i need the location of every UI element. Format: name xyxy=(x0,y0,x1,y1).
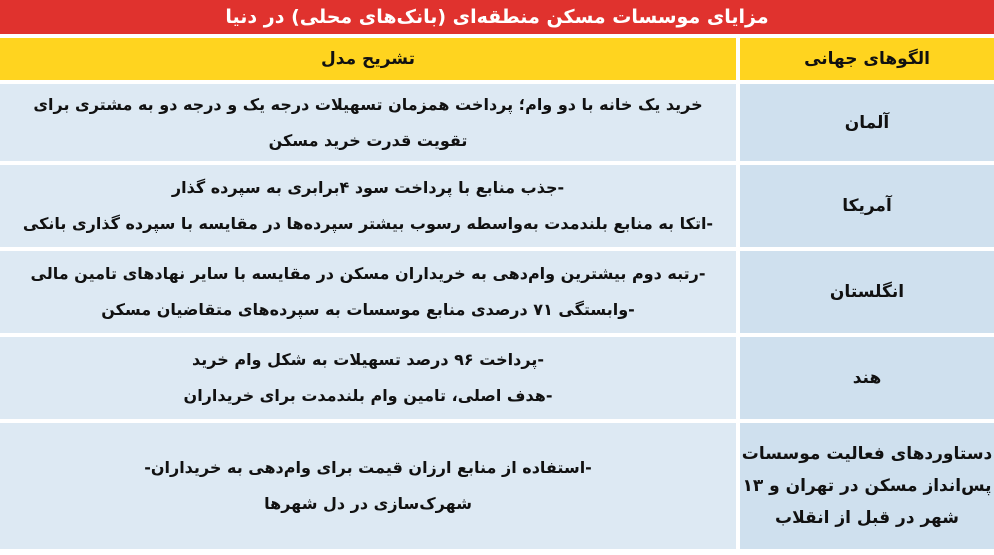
row-label-text: دستاوردهای فعالیت موسسات xyxy=(741,444,993,464)
desc-line: -رتبه دوم بیشترین وام‌دهی به خریداران مسکن در مقایسه با سایر نهادهای تامین مالی xyxy=(30,264,706,283)
row-desc-iran xyxy=(0,423,736,549)
row-label-text: آمریکا xyxy=(842,196,892,216)
row-desc-england xyxy=(0,251,736,333)
table-grid xyxy=(0,38,994,549)
row-label-iran xyxy=(740,423,994,549)
row-label-usa xyxy=(740,165,994,247)
desc-line: -پرداخت ۹۶ درصد تسهیلات به شکل وام خرید xyxy=(192,350,544,369)
table-title: مزایای موسسات مسکن منطقه‌ای (بانک‌های محلی) در دنیا xyxy=(0,0,994,34)
row-desc-germany xyxy=(0,84,736,161)
row-label-india xyxy=(740,337,994,419)
row-label-text: هند xyxy=(852,368,882,388)
row-label-germany xyxy=(740,84,994,161)
desc-line: -اتکا به منابع بلندمدت به‌واسطه رسوب بیشتر سپرده‌ها در مقایسه با سپرده گذاری بانکی xyxy=(22,214,714,233)
desc-line: -هدف اصلی، تامین وام بلندمدت برای خریداران xyxy=(183,386,553,405)
desc-line: شهرک‌سازی در دل شهرها xyxy=(264,494,472,513)
row-label-england xyxy=(740,251,994,333)
row-label-text: شهر در قبل از انقلاب xyxy=(775,508,959,528)
row-desc-india xyxy=(0,337,736,419)
header-description: تشریح مدل xyxy=(0,38,736,80)
row-label-text: پس‌انداز مسکن در تهران و ۱۳ xyxy=(742,476,992,496)
desc-line: -استفاده از منابع ارزان قیمت برای وام‌دهی به خریداران- xyxy=(144,458,592,477)
desc-line: خرید یک خانه با دو وام؛ پرداخت همزمان تسهیلات درجه یک و درجه دو به مشتری برای xyxy=(33,94,703,114)
desc-line: تقویت قدرت خرید مسکن xyxy=(268,130,468,150)
desc-line: -وابستگی ۷۱ درصدی منابع موسسات به سپرده‌های متقاضیان مسکن xyxy=(101,300,635,319)
header-models: الگوهای جهانی xyxy=(740,38,994,80)
row-label-text: انگلستان xyxy=(829,282,905,302)
row-desc-usa xyxy=(0,165,736,247)
desc-line: -جذب منابع با پرداخت سود ۴برابری به سپرده گذار xyxy=(171,178,565,197)
row-label-text: آلمان xyxy=(844,112,890,133)
